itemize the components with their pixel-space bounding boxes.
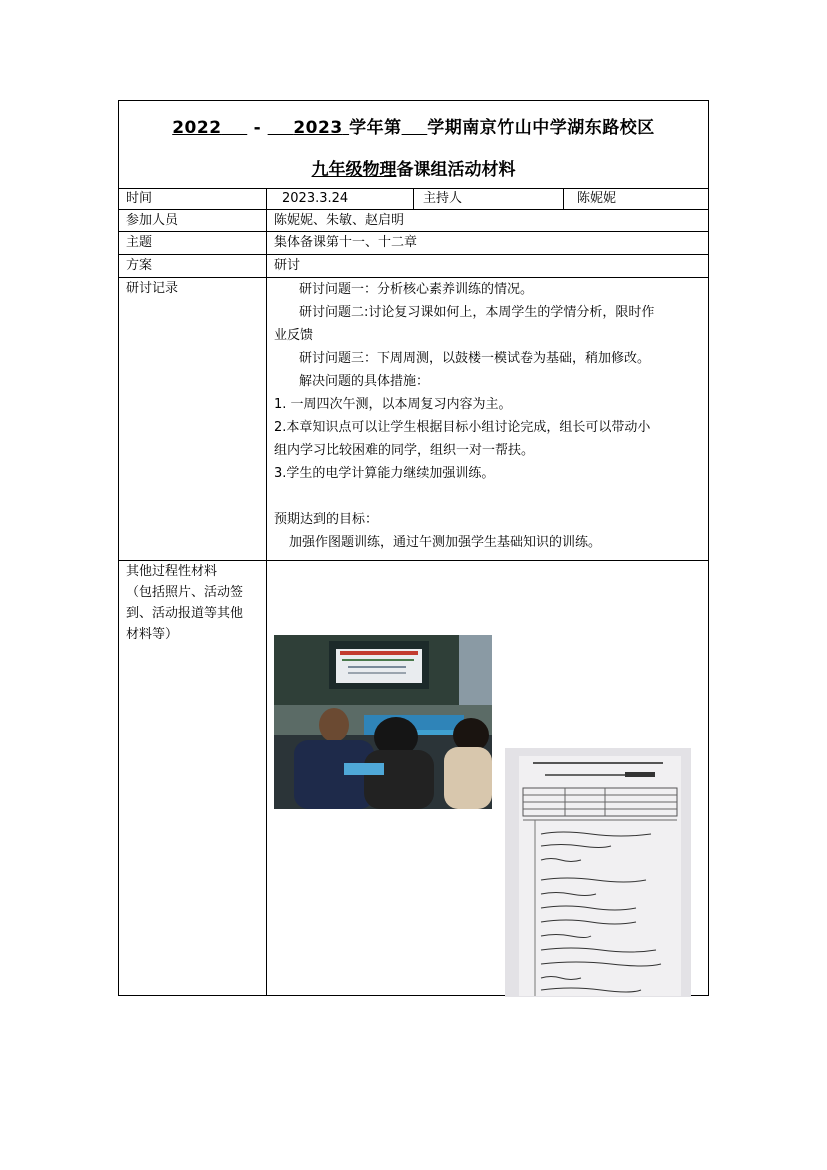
grade-subject: 九年级物理 (311, 160, 397, 180)
other-materials-label (119, 561, 266, 995)
record-row (119, 278, 708, 561)
plan-label: 方案 (126, 258, 153, 273)
record-content (266, 278, 708, 560)
other-label-line-3: 到、活动报道等其他 (126, 606, 244, 621)
plan-value: 研讨 (266, 255, 708, 277)
question-2-line-1: 研讨问题二:讨论复习课如何上，本周学生的学情分析，限时作 (299, 305, 655, 320)
topic-row (119, 232, 708, 255)
year-suffix: 学年第 (349, 118, 402, 138)
classroom-photo (274, 635, 492, 809)
measure-1: 1. 一周四次午测，以本周复习内容为主。 (274, 397, 512, 412)
measures-heading: 解决问题的具体措施： (299, 374, 430, 389)
document-subtitle (119, 155, 708, 180)
question-3: 研讨问题三：下周周测，以鼓楼一模试卷为基础，稍加修改。 (299, 351, 651, 366)
measure-2-line-1: 2.本章知识点可以让学生根据目标小组讨论完成，组长可以带动小 (274, 420, 651, 435)
goal-text: 加强作图题训练，通过午测加强学生基础知识的训练。 (289, 535, 602, 550)
participants-value: 陈妮妮、朱敏、赵启明 (266, 210, 708, 231)
school-name: 学期南京竹山中学湖东路校区 (427, 118, 655, 138)
question-1: 研讨问题一：分析核心素养训练的情况。 (299, 282, 534, 297)
question-2-line-2: 业反馈 (274, 328, 314, 343)
other-label-line-2: （包括照片、活动签 (126, 585, 244, 600)
other-label-line-1: 其他过程性材料 (126, 564, 218, 579)
year-end: 2023 (293, 118, 343, 138)
year-dash: - (253, 118, 262, 138)
host-value: 陈妮妮 (563, 188, 708, 209)
other-label-line-4: 材料等） (126, 627, 179, 642)
plan-row (119, 255, 708, 278)
host-label: 主持人 (413, 188, 563, 209)
measure-2-line-2: 组内学习比较困难的同学，组织一对一帮扶。 (274, 443, 535, 458)
activity-record-table (118, 100, 709, 996)
topic-value: 集体备课第十一、十二章 (266, 232, 708, 254)
goal-heading: 预期达到的目标： (274, 512, 379, 527)
measure-3: 3.学生的电学计算能力继续加强训练。 (274, 466, 495, 481)
sign-in-form-photo (505, 748, 691, 997)
participants-row (119, 210, 708, 232)
year-start: 2022 (172, 118, 222, 138)
time-value: 2023.3.24 (266, 188, 413, 209)
topic-label: 主题 (126, 235, 153, 250)
time-row (119, 188, 708, 210)
time-label: 时间 (126, 191, 153, 206)
participants-label: 参加人员 (126, 213, 179, 228)
record-label: 研讨记录 (126, 281, 179, 296)
document-title (119, 113, 708, 138)
semester-blank (402, 118, 428, 138)
subtitle-rest: 备课组活动材料 (396, 160, 516, 180)
table-header (119, 101, 708, 189)
